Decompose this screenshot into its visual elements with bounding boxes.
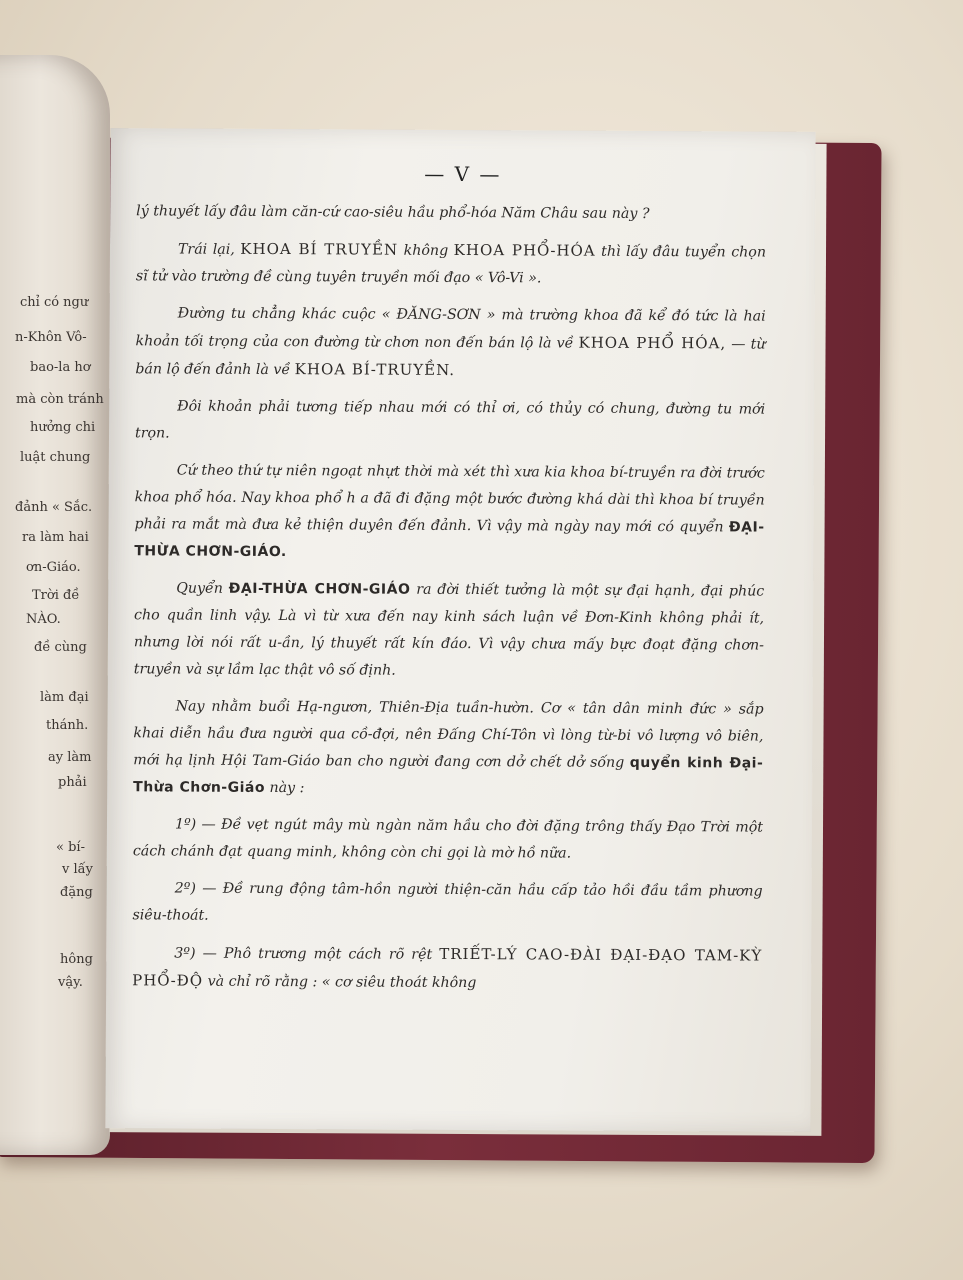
emphasis-text: quyển kinh Đại-Thừa Chơn-Giáo [133,754,764,796]
paragraph [134,575,765,686]
paragraph [135,300,765,386]
left-page-fragment: ơn-Giáo. [26,560,81,575]
left-page-fragment: làm đại [40,690,89,705]
page-number: — V — [424,161,502,187]
paragraph [133,811,763,868]
text-segment: Quyển [176,580,229,597]
paragraph [134,457,765,568]
text-segment: ra đời thiết tưởng là một sự đại hạnh, đại phúc cho quần linh vậy. Là vì từ xưa đến nay kinh sách luận về Đơn-Kinh không phải ít, nhưng lời nói rất u-ần, lý thuyết rất kín đáo. Vì vậy chưa mấy bực đoạt đặng chơn-truyền và sự lầm lạc thật vô số định. [133,581,765,679]
left-page-fragment: phải [58,775,87,790]
emphasis-text: ĐẠI-THỪA CHƠN-GIÁO [228,580,411,598]
emphasis-text: KHOA PHỔ-HÓA [453,240,596,260]
text-segment: — từ bán lộ đến đảnh là về [135,336,766,379]
text-segment: và chỉ rõ rằng : « cơ siêu thoát không [203,973,477,992]
left-page-fragment: vậy. [58,975,83,990]
left-page-fragment: NÀO. [26,612,61,627]
paragraph [132,939,762,998]
text-segment: này : [264,779,305,797]
text-segment: Trái lại, [177,241,241,258]
emphasis-text: KHOA PHỔ HÓA, [578,333,727,353]
left-page-fragment: v lấy [62,862,93,877]
text-segment: 1º) — Đề vẹt ngút mây mù ngàn năm hầu cho đời đặng trông thấy Đạo Trời một cách chánh đạt quang minh, không còn chi gọi là mờ hồ nữa. [132,816,764,862]
right-page [105,128,815,1132]
text-segment: lý thuyết lấy đâu làm căn-cứ cao-siêu hầu phổ-hóa Năm Châu sau này ? [136,203,650,222]
paragraph [135,393,765,450]
emphasis-text: TRIẾT-LÝ CAO-ĐÀI ĐẠI-ĐẠO TAM-KỲ PHỔ-ĐỘ [132,944,763,990]
text-segment: không [398,242,454,259]
text-segment: Cứ theo thứ tự niên ngoạt nhựt thời mà xét thì xưa kia khoa bí-truyền ra đời trước khoa phổ hóa. Nay khoa phổ h a đã đi đặng một bước đường khá dài thì khoa bí truyền phải ra mắt mà đưa kẻ thiện duyên đến đảnh. Vì vậy mà ngày nay mới có quyển [134,462,765,536]
text-segment: Đường tu chẳng khác cuộc « ĐĂNG-SƠN » mà trường khoa đã kể đó tức là hai khoản tối trọng của con đường từ chơn non đến bán lộ là về [135,305,766,352]
left-facing-page [0,55,110,1155]
left-page-fragment: hông [60,952,93,967]
left-page-fragment: đảnh « Sắc. [15,500,93,515]
left-page-fragment: hưởng chi [30,420,96,435]
text-segment: Đôi khoản phải tương tiếp nhau mới có thỉ ơi, có thủy có chung, đường tu mới trọn. [134,398,766,442]
left-page-fragment: Trời đề [32,588,80,603]
text-segment: 2º) — Đề rung động tâm-hồn người thiện-căn hầu cấp tảo hồi đầu tầm phương siêu-thoát. [132,880,763,924]
paragraph [132,875,762,932]
left-page-fragment: chỉ có ngư [20,295,89,310]
emphasis-text: ĐẠI-THỪA CHƠN-GIÁO. [134,519,765,561]
left-page-fragment: ra làm hai [22,530,89,545]
left-page-fragment: mà còn tránh [16,392,104,407]
left-page-fragment: đề cùng [34,640,87,655]
left-page-fragment: « bí- [56,840,85,855]
left-page-fragment: n-Khôn Vô- [15,330,87,345]
text-segment: Nay nhằm buổi Hạ-ngươn, Thiên-Địa tuần-hườn. Cơ « tân dân minh đức » sắp khai diễn hầu đưa người qua cồ-đợi, nên Đấng Chí-Tôn vì lòng từ-bi vô lượng vô biên, mới hạ lịnh Hội Tam-Giáo ban cho người đang cơn dở chết dở sống [133,698,764,771]
left-page-fragment: luật chung [20,450,91,465]
left-page-fragment: thánh. [46,718,89,733]
left-page-fragment: ay làm [48,750,92,765]
page-body [132,198,766,1008]
paragraph [133,693,764,804]
left-page-fragment: đặng [60,885,93,900]
text-segment: 3º) — Phô trương một cách rõ rệt [174,945,440,963]
emphasis-text: KHOA BÍ-TRUYỀN. [294,360,456,379]
emphasis-text: KHOA BÍ TRUYỀN [240,239,399,259]
paragraph [136,198,766,228]
left-page-fragment: bao-la hơ [30,360,91,375]
text-segment: thì lấy đâu tuyển chọn sĩ tử vào trường đề cùng tuyên truyền mối đạo « Vô-Vi ». [135,243,767,287]
paragraph [136,235,766,293]
